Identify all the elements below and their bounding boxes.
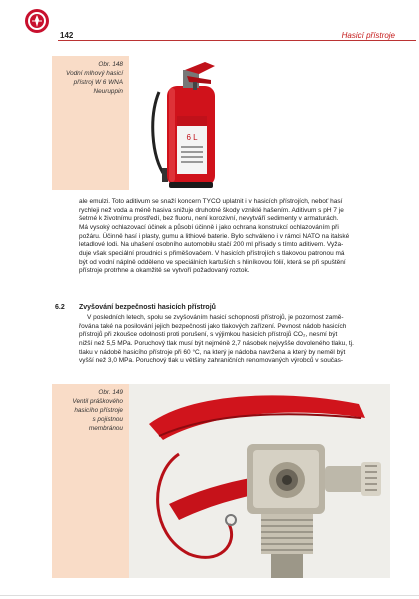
page-bottom-edge	[0, 595, 419, 596]
caption-line: Neuruppin	[93, 88, 123, 95]
text-line: přístrojů při zkoušce odolnosti proti porušení, s výjimkou hasicích přístrojů CO₂, nesmí být	[79, 331, 338, 339]
section-number: 6.2	[55, 304, 65, 311]
text-line: Má vysoký ochlazovací účinek a působí účinně i jako ochrana konstrukcí ochlazováním při	[79, 223, 339, 231]
caption-line: přístroj W 6 WNA	[73, 79, 123, 86]
text-line: duje však speciální proudnici s přiměšovačem. V hasicích přístrojích s tlakovou patronou má	[79, 249, 345, 257]
text-line: řována také na posilování jejich bezpečnosti jako tlakových zařízení. Pevnost nádob hasicích	[79, 322, 347, 330]
figure-148-caption-box	[52, 56, 129, 190]
fire-brigade-logo-icon	[24, 8, 50, 34]
text-line: šetrné k životnímu prostředí, bez fluoru, není korozivní, nevytváří sedimenty v armaturách.	[79, 215, 339, 223]
extinguisher-label-text: 6 L	[186, 133, 198, 142]
caption-line: s pojistnou	[92, 416, 123, 423]
figure-148-caption	[57, 60, 123, 96]
section-title: Zvyšování bezpečnosti hasicích přístrojů	[79, 304, 216, 311]
caption-line: Vodní mlhový hasicí	[66, 70, 123, 77]
text-line: tlaku v nádobě hasicího přístroje při 60 °C, na který je nádoba navržena a který by neměl být	[79, 348, 346, 356]
caption-line: Obr. 148	[98, 61, 123, 68]
figure-149-caption-box	[52, 384, 129, 578]
body-paragraph-2	[79, 314, 391, 366]
header-rule	[58, 40, 416, 41]
text-line: být od vodní náplně odděleno ve speciálních kartuších s hliníkovou fólií, která se při spuštění	[79, 258, 346, 266]
page-number: 142	[60, 31, 74, 40]
caption-line: Ventil práškového	[72, 398, 123, 405]
text-line: ale emulzi. Toto aditivum se snaží koncern TYCO uplatnit i v hasicích přístrojích, neboť hasí	[79, 198, 343, 205]
running-title: Hasicí přístroje	[341, 31, 395, 40]
extinguisher-valve-image	[129, 384, 390, 578]
text-line: rychleji než voda a méně hasiva snižuje druhotné škody vzniklé hašením. Aditivum s pH 7 je	[79, 206, 344, 214]
figure-148-photo	[129, 56, 250, 190]
text-line: přístroje protrhne a okamžitě se vytvoří požadovaný roztok.	[79, 267, 250, 275]
body-paragraph-1	[79, 198, 391, 276]
text-line: V posledních letech, spolu se zvyšováním hasicí schopnosti přístrojů, je pozornost zamě-	[87, 314, 344, 321]
figure-149-caption	[57, 388, 123, 433]
figure-149-photo	[129, 384, 390, 578]
text-line: nižší než 5,5 MPa. Poruchový tlak musí být nejméně 2,7 násobek nejvyšše dovoleného tlaku, tj.	[79, 339, 354, 347]
caption-line: membránou	[88, 425, 123, 432]
text-line: vyšší než 3,0 MPa. Poruchový tlak u většiny zahraničních renomovaných výrobců v součas-	[79, 357, 344, 365]
water-mist-extinguisher-image	[129, 56, 250, 190]
text-line: požáru. Účinně hasí i plasty, gumu a lithiové baterie. Bylo schváleno i v rámci NATO na italské	[79, 232, 350, 240]
text-line: letadlové lodi. Na uhašení osobního automobilu stačí 200 ml přísady s tímto aditivem. Vyža-	[79, 241, 344, 249]
caption-line: Obr. 149	[98, 389, 123, 396]
caption-line: hasicího přístroje	[74, 407, 123, 414]
